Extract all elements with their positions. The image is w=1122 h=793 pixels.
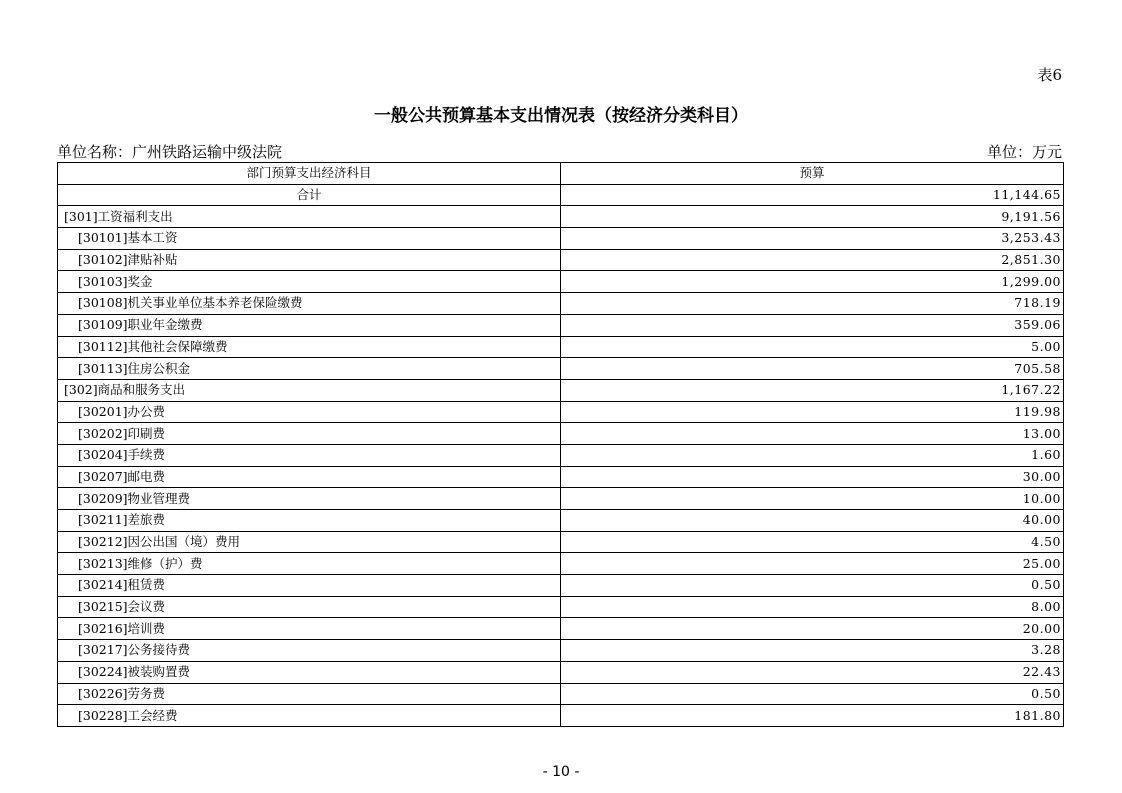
page-number: - 10 - bbox=[542, 764, 580, 780]
row-category: [30108]机关事业单位基本养老保险缴费 bbox=[58, 293, 561, 315]
row-amount: 0.50 bbox=[561, 575, 1064, 597]
row-category: [30215]会议费 bbox=[58, 596, 561, 618]
row-category: [30207]邮电费 bbox=[58, 466, 561, 488]
table-row bbox=[58, 423, 1064, 445]
row-amount: 2,851.30 bbox=[561, 249, 1064, 271]
row-category: [30201]办公费 bbox=[58, 401, 561, 423]
table-row bbox=[58, 293, 1064, 315]
row-amount: 1.60 bbox=[561, 444, 1064, 466]
header-economic-category: 部门预算支出经济科目 bbox=[58, 163, 561, 185]
row-amount: 9,191.56 bbox=[561, 206, 1064, 228]
row-amount: 3.28 bbox=[561, 640, 1064, 662]
table-row bbox=[58, 683, 1064, 705]
row-category: [30217]公务接待费 bbox=[58, 640, 561, 662]
row-amount: 5.00 bbox=[561, 336, 1064, 358]
row-category: [30209]物业管理费 bbox=[58, 488, 561, 510]
row-amount: 20.00 bbox=[561, 618, 1064, 640]
total-amount: 11,144.65 bbox=[561, 184, 1064, 206]
header-budget: 预算 bbox=[561, 163, 1064, 185]
row-category: [30212]因公出国（境）费用 bbox=[58, 531, 561, 553]
row-amount: 25.00 bbox=[561, 553, 1064, 575]
table-row bbox=[58, 401, 1064, 423]
table-row bbox=[58, 661, 1064, 683]
row-amount: 4.50 bbox=[561, 531, 1064, 553]
row-amount: 119.98 bbox=[561, 401, 1064, 423]
table-row bbox=[58, 488, 1064, 510]
row-amount: 3,253.43 bbox=[561, 228, 1064, 250]
row-category: [30101]基本工资 bbox=[58, 228, 561, 250]
row-amount: 705.58 bbox=[561, 358, 1064, 380]
table-row bbox=[58, 705, 1064, 727]
row-amount: 0.50 bbox=[561, 683, 1064, 705]
table-row bbox=[58, 531, 1064, 553]
table-row bbox=[58, 249, 1064, 271]
row-category: [302]商品和服务支出 bbox=[58, 379, 561, 401]
row-category: [30224]被装购置费 bbox=[58, 661, 561, 683]
row-category: [30216]培训费 bbox=[58, 618, 561, 640]
row-amount: 10.00 bbox=[561, 488, 1064, 510]
table-row bbox=[58, 510, 1064, 532]
table-number: 表6 bbox=[1037, 66, 1062, 84]
table-row bbox=[58, 336, 1064, 358]
row-amount: 181.80 bbox=[561, 705, 1064, 727]
row-category: [30113]住房公积金 bbox=[58, 358, 561, 380]
row-category: [30228]工会经费 bbox=[58, 705, 561, 727]
table-row bbox=[58, 271, 1064, 293]
row-category: [30112]其他社会保障缴费 bbox=[58, 336, 561, 358]
row-category: [30204]手续费 bbox=[58, 444, 561, 466]
row-amount: 359.06 bbox=[561, 314, 1064, 336]
table-row bbox=[58, 358, 1064, 380]
table-row bbox=[58, 444, 1064, 466]
table-row bbox=[58, 640, 1064, 662]
row-amount: 1,167.22 bbox=[561, 379, 1064, 401]
row-amount: 13.00 bbox=[561, 423, 1064, 445]
row-category: [30211]差旅费 bbox=[58, 510, 561, 532]
row-amount: 22.43 bbox=[561, 661, 1064, 683]
row-category: [30226]劳务费 bbox=[58, 683, 561, 705]
unit-of-measure: 单位：万元 bbox=[986, 143, 1062, 161]
row-category: [30213]维修（护）费 bbox=[58, 553, 561, 575]
budget-table bbox=[57, 162, 1064, 727]
table-row bbox=[58, 553, 1064, 575]
table-row bbox=[58, 466, 1064, 488]
table-row bbox=[58, 575, 1064, 597]
row-amount: 30.00 bbox=[561, 466, 1064, 488]
row-category: [30102]津贴补贴 bbox=[58, 249, 561, 271]
total-row bbox=[58, 184, 1064, 206]
row-category: [30109]职业年金缴费 bbox=[58, 314, 561, 336]
row-amount: 40.00 bbox=[561, 510, 1064, 532]
total-label: 合计 bbox=[58, 184, 561, 206]
row-category: [30214]租赁费 bbox=[58, 575, 561, 597]
row-amount: 718.19 bbox=[561, 293, 1064, 315]
table-row bbox=[58, 228, 1064, 250]
row-category: [30103]奖金 bbox=[58, 271, 561, 293]
table-row bbox=[58, 314, 1064, 336]
row-amount: 8.00 bbox=[561, 596, 1064, 618]
row-category: [301]工资福利支出 bbox=[58, 206, 561, 228]
document-title: 一般公共预算基本支出情况表（按经济分类科目） bbox=[374, 106, 748, 126]
row-category: [30202]印刷费 bbox=[58, 423, 561, 445]
table-row bbox=[58, 596, 1064, 618]
table-row bbox=[58, 618, 1064, 640]
table-header-row bbox=[58, 163, 1064, 185]
row-amount: 1,299.00 bbox=[561, 271, 1064, 293]
table-row bbox=[58, 379, 1064, 401]
table-row bbox=[58, 206, 1064, 228]
unit-name: 单位名称：广州铁路运输中级法院 bbox=[57, 143, 283, 161]
